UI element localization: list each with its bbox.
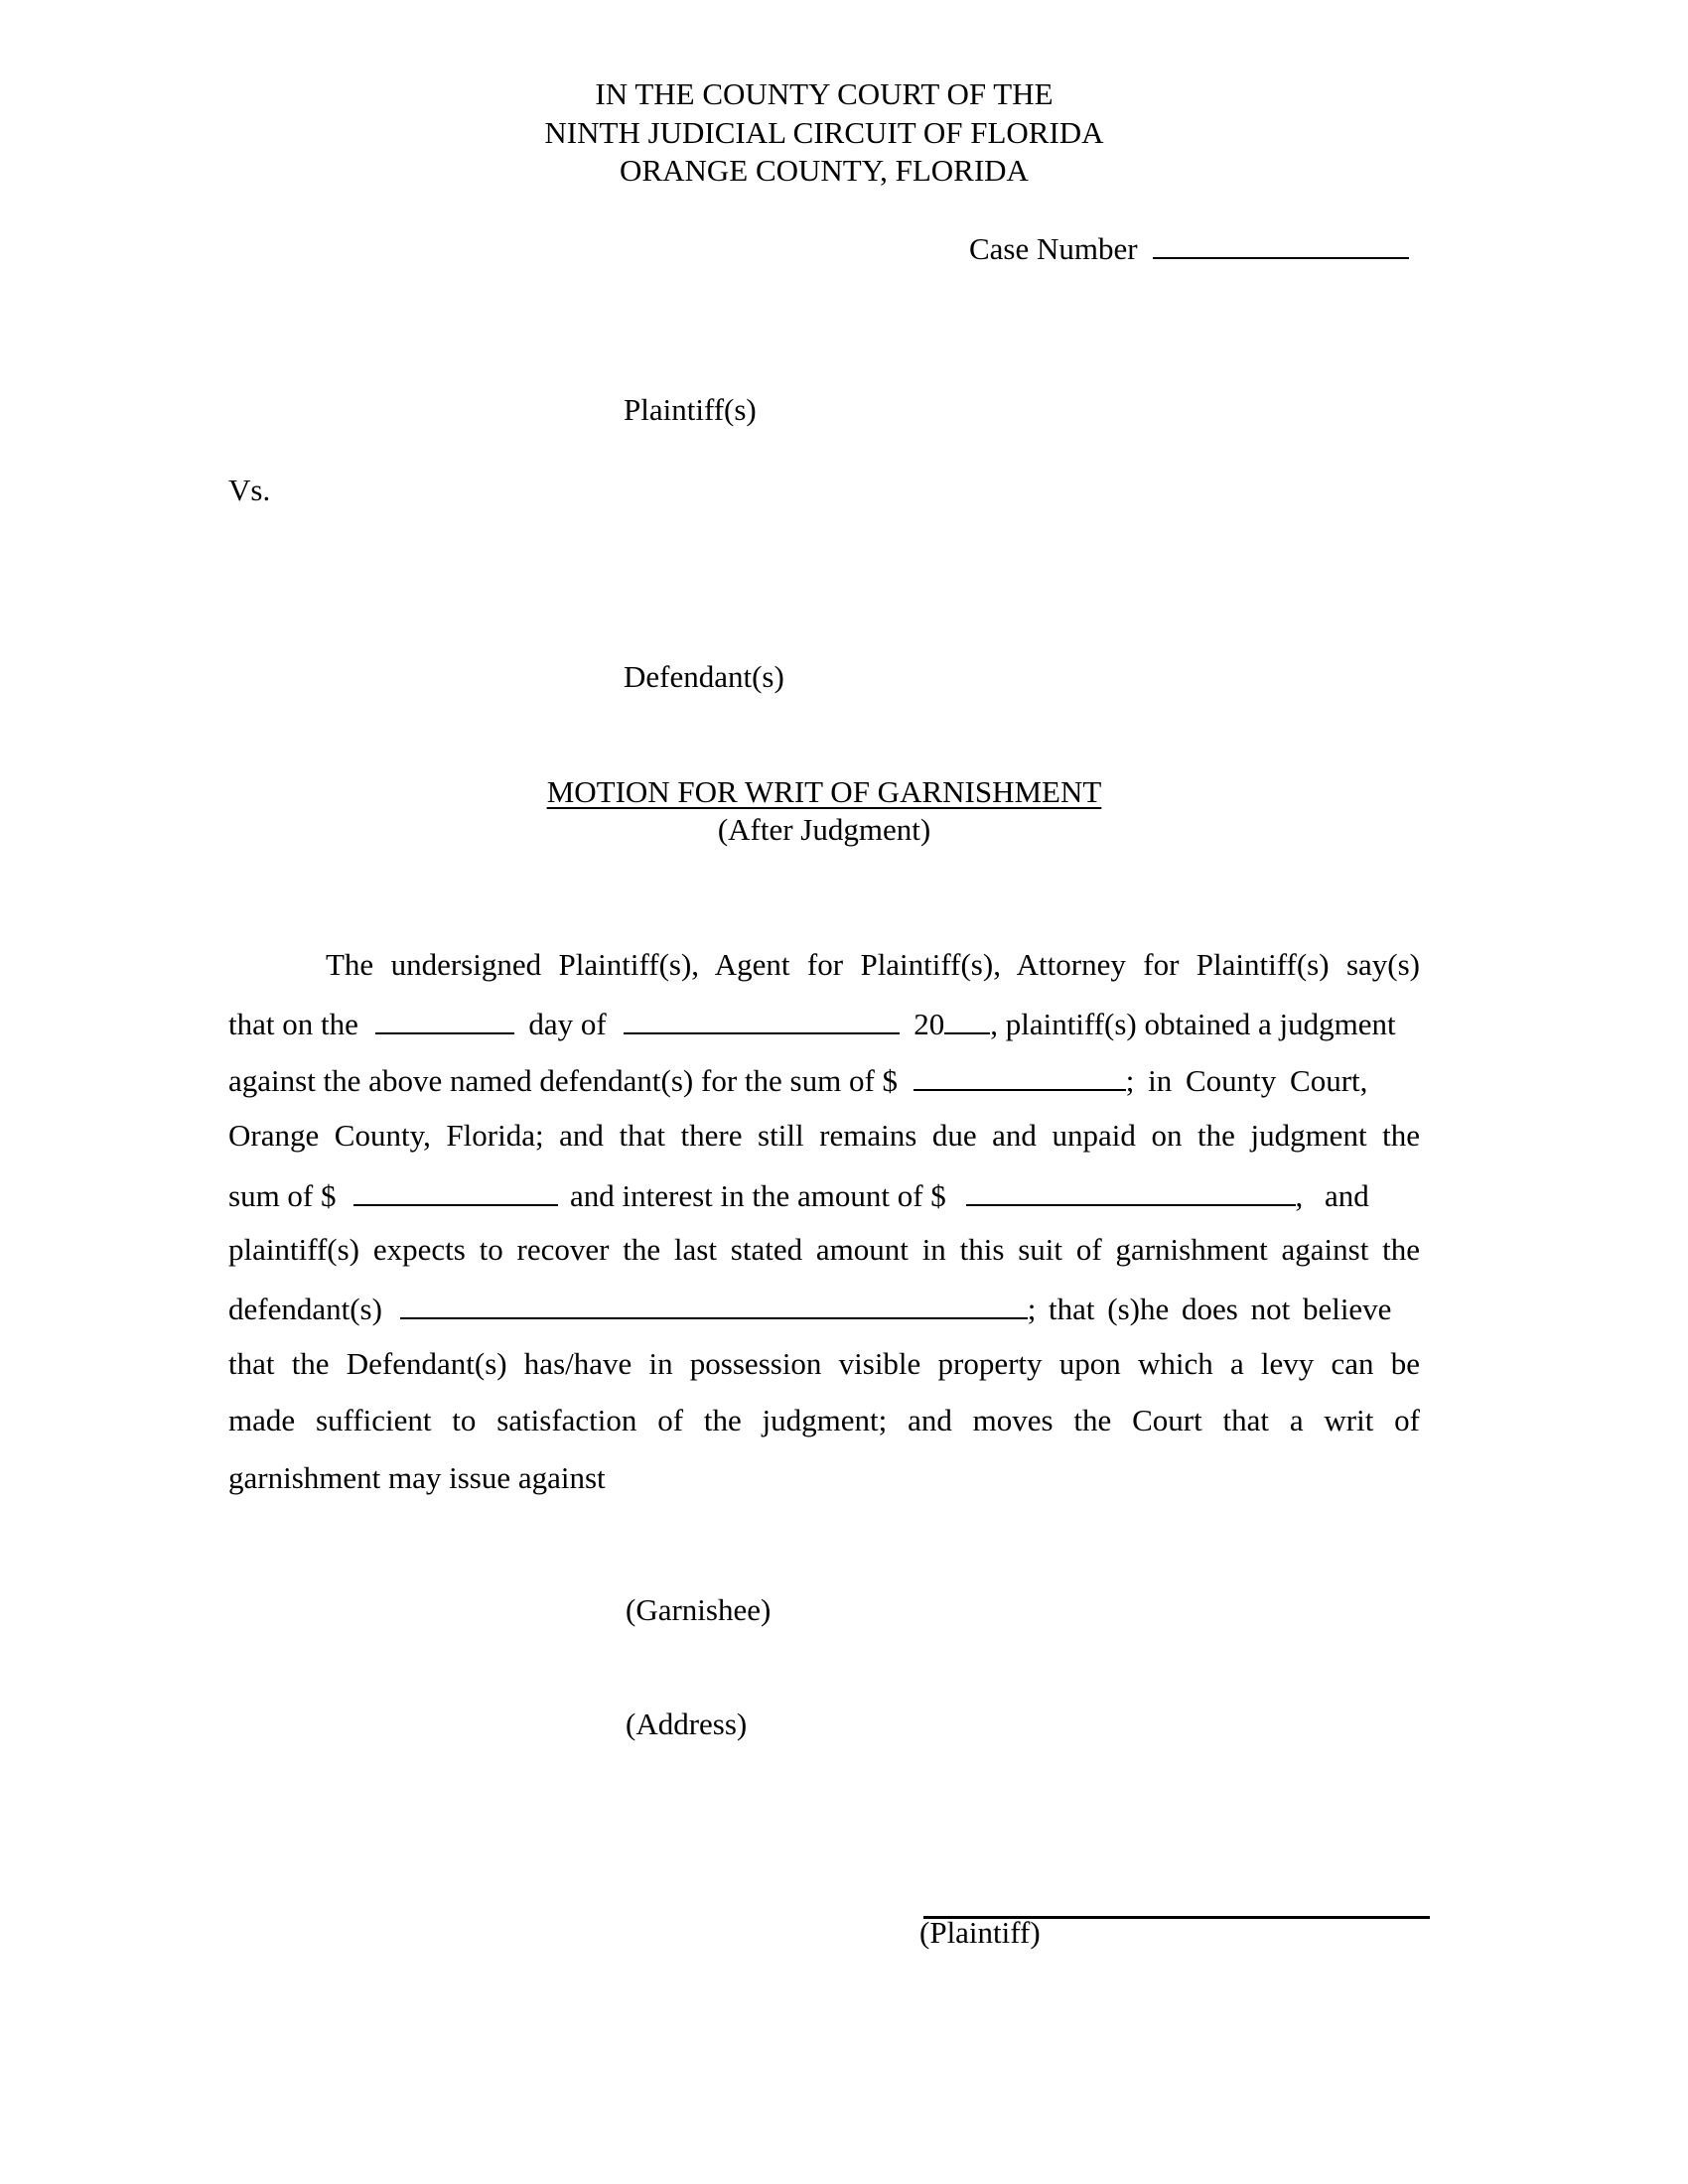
garnishee-label: (Garnishee) — [626, 1592, 772, 1627]
body-line-4: Orange County, Florida; and that there still remains due and unpaid on the judgment the — [228, 1118, 1420, 1153]
case-number-row — [969, 227, 1409, 268]
judgment-sum-field[interactable] — [914, 1059, 1126, 1091]
case-number-label: Case Number — [969, 231, 1138, 266]
body-text: sum of $ — [228, 1178, 337, 1213]
court-line-3: ORANGE COUNTY, FLORIDA — [620, 153, 1029, 188]
defendant-label: Defendant(s) — [624, 659, 784, 694]
case-number-field[interactable] — [1153, 227, 1409, 259]
title-sub: (After Judgment) — [717, 812, 931, 847]
body-line-8: that the Defendant(s) has/have in possession visible property upon which a levy can be — [228, 1346, 1420, 1381]
court-line-1: IN THE COUNTY COURT OF THE — [595, 76, 1054, 111]
body-line-2 — [228, 1003, 1420, 1043]
body-text: that on the — [228, 1007, 358, 1041]
body-text: , and — [1295, 1178, 1369, 1213]
judgment-month-field[interactable] — [624, 1003, 900, 1034]
plaintiff-signature-label: (Plaintiff) — [919, 1915, 1041, 1950]
court-line-2: NINTH JUDICIAL CIRCUIT OF FLORIDA — [544, 114, 1104, 150]
body-text: , plaintiff(s) obtained a judgment — [990, 1007, 1396, 1041]
plaintiff-label: Plaintiff(s) — [624, 392, 757, 427]
body-text: and interest in the amount of $ — [570, 1178, 946, 1213]
body-text: ; in County Court, — [1125, 1063, 1368, 1098]
court-header — [298, 75, 1350, 191]
defendant-name-field[interactable] — [400, 1288, 1028, 1319]
body-text: ; that (s)he does not believe — [1027, 1292, 1392, 1326]
body-line-5 — [228, 1174, 1420, 1215]
body-line-9: made sufficient to satisfaction of the judgment; and moves the Court that a writ of — [228, 1403, 1420, 1437]
address-label: (Address) — [626, 1706, 748, 1741]
body-text: day of — [528, 1007, 607, 1041]
body-line-3 — [228, 1059, 1420, 1100]
body-text: defendant(s) — [228, 1292, 382, 1326]
body-line-7 — [228, 1288, 1420, 1328]
interest-amount-field[interactable] — [966, 1174, 1296, 1206]
unpaid-sum-field[interactable] — [353, 1174, 558, 1206]
body-text: against the above named defendant(s) for the sum of $ — [228, 1063, 899, 1098]
body-line-6: plaintiff(s) expects to recover the last stated amount in this suit of garnishment against the — [228, 1232, 1420, 1267]
judgment-year-field[interactable] — [944, 1003, 990, 1034]
body-line-10: garnishment may issue against — [228, 1460, 606, 1495]
judgment-day-field[interactable] — [375, 1003, 514, 1034]
versus-label: Vs. — [228, 473, 271, 507]
body-line-1: The undersigned Plaintiff(s), Agent for Plaintiff(s), Attorney for Plaintiff(s) say(s) — [326, 947, 1420, 982]
document-title — [298, 773, 1350, 849]
body-text: 20 — [914, 1007, 945, 1041]
title-main: MOTION FOR WRIT OF GARNISHMENT — [546, 774, 1102, 809]
